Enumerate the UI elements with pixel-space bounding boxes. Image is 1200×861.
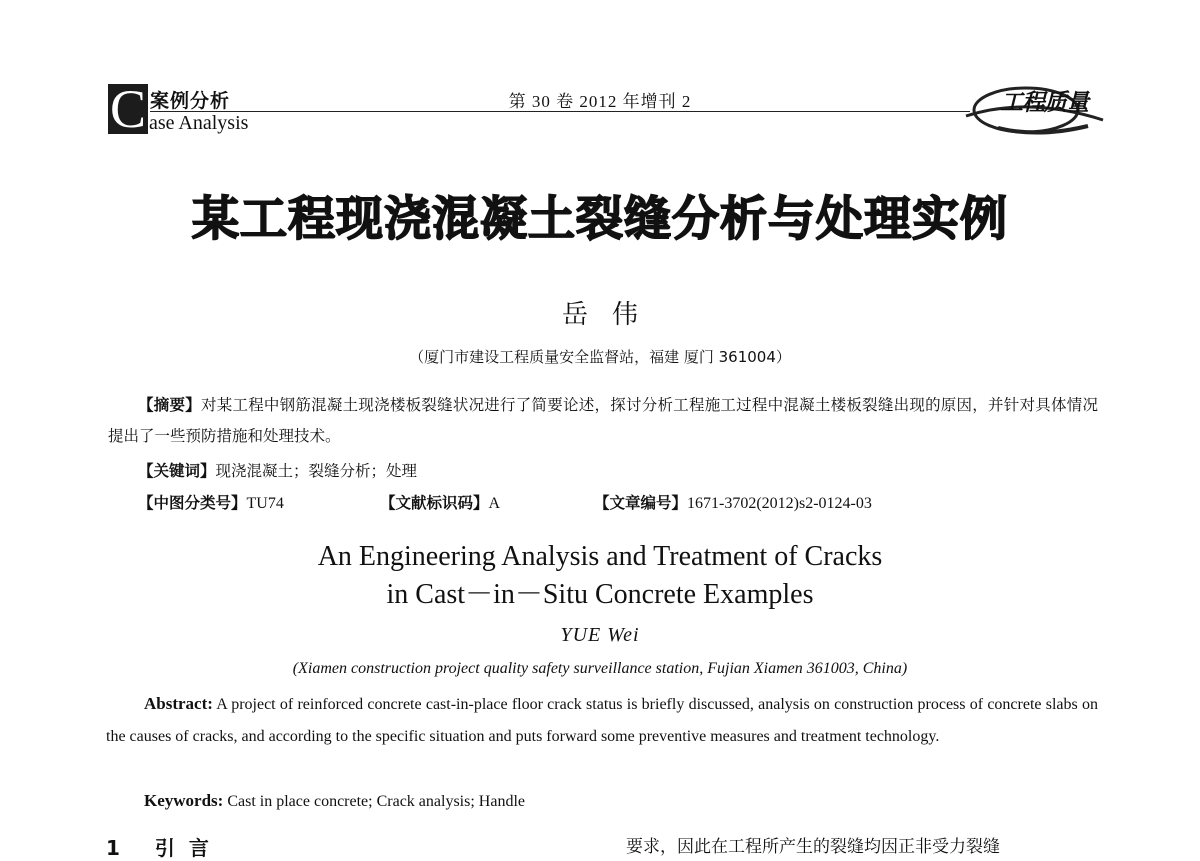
keywords-cn-label: 【关键词】	[138, 462, 216, 480]
article-no-label: 【文章编号】	[594, 494, 688, 512]
keywords-en	[144, 785, 525, 818]
affiliation-cn: （厦门市建设工程质量安全监督站，福建 厦门 361004）	[409, 348, 791, 366]
doc-code-label: 【文献标识码】	[380, 494, 489, 512]
classification-number	[138, 488, 284, 519]
paper-title-en-line2: in Cast－in－Situ Concrete Examples	[386, 579, 814, 610]
abstract-en-text: A project of reinforced concrete cast-in-place floor crack status is briefly discussed, analysis on construction process of concrete slabs on the causes of cracks, and according to the specific situation and puts forward some preventive measures and treatment technology.	[106, 696, 1098, 745]
column-logo-letter: C	[109, 84, 147, 134]
keywords-cn	[138, 456, 417, 487]
abstract-cn-text: 对某工程中钢筋混凝土现浇楼板裂缝状况进行了简要论述，探讨分析工程施工过程中混凝土楼板裂缝出现的原因，并针对具体情况提出了一些预防措施和处理技术。	[108, 396, 1098, 445]
paper-title-cn: 某工程现浇混凝土裂缝分析与处理实例	[192, 192, 1008, 247]
keywords-en-label: Keywords:	[144, 791, 224, 810]
affiliation-en: (Xiamen construction project quality safety surveillance station, Fujian Xiamen 361003, China)	[292, 660, 908, 677]
section-heading: 1 引言	[106, 836, 223, 860]
journal-logo-text: 工程质量	[1000, 90, 1088, 116]
classification-label: 【中图分类号】	[138, 494, 247, 512]
paper-title-en	[0, 538, 1200, 614]
column-name-cn: 案例分析	[150, 90, 231, 112]
author-en: YUE Wei	[560, 624, 640, 646]
abstract-cn	[108, 390, 1098, 452]
author-cn: 岳伟	[561, 300, 662, 330]
issue-info: 第 30 卷 2012 年增刊 2	[508, 92, 692, 111]
abstract-en-label: Abstract:	[144, 694, 213, 713]
paper-title-en-line1: An Engineering Analysis and Treatment of Cracks	[317, 541, 883, 572]
keywords-cn-text: 现浇混凝土；裂缝分析；处理	[215, 462, 418, 480]
abstract-cn-label: 【摘要】	[138, 396, 201, 414]
document-code	[380, 488, 500, 519]
doc-code-value: A	[488, 495, 501, 512]
keywords-en-text: Cast in place concrete; Crack analysis; Handle	[223, 793, 525, 810]
column-name-en: ase Analysis	[149, 112, 249, 134]
article-no-value: 1671-3702(2012)s2-0124-03	[687, 495, 872, 512]
abstract-en	[106, 688, 1098, 753]
body-text-fragment: 要求，因此在工程所产生的裂缝均因正非受力裂缝	[626, 837, 1000, 857]
classification-value: TU74	[246, 495, 284, 512]
article-number	[594, 488, 872, 519]
